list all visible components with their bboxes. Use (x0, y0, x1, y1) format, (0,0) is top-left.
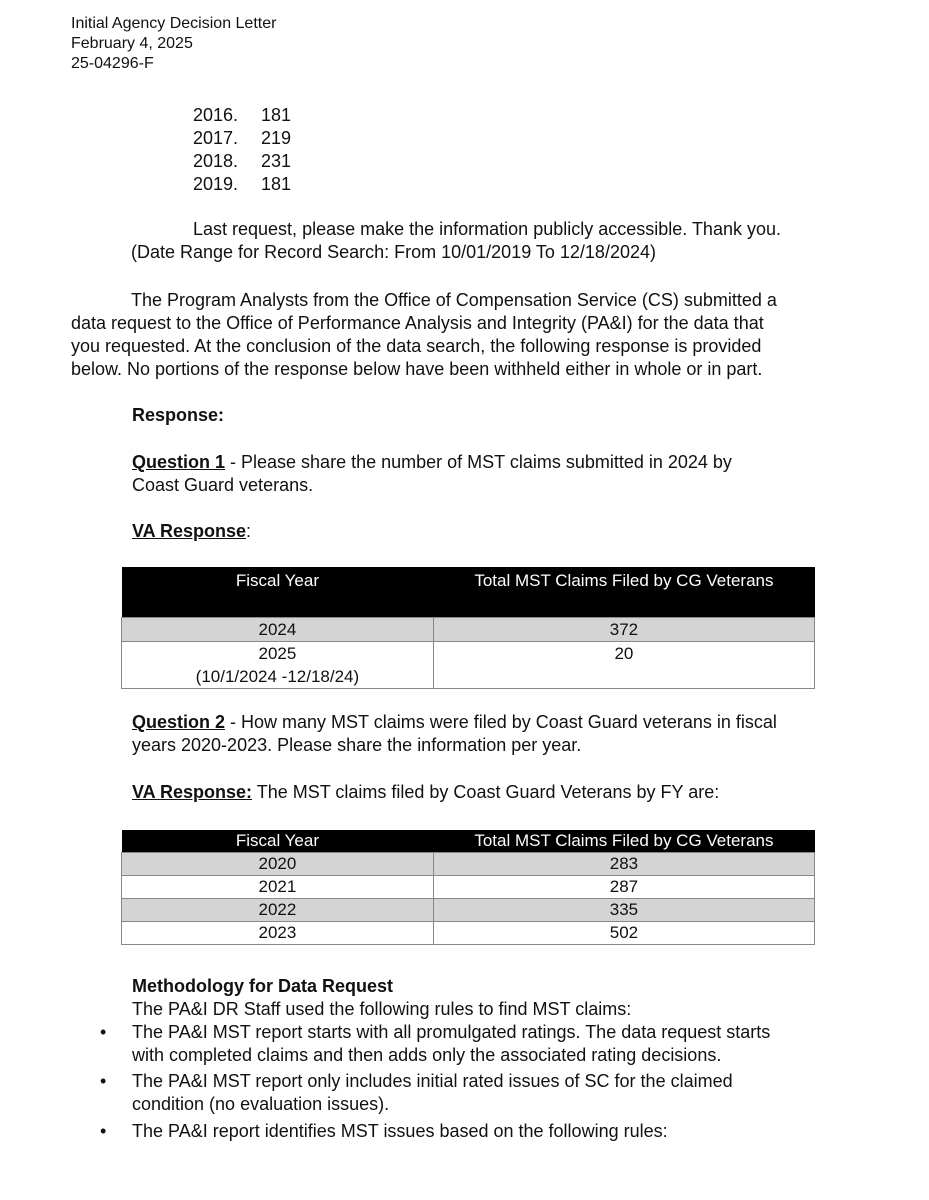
question-1: Question 1 - Please share the number of MST claims submitted in 2024 by Coast Guard veterans. (132, 452, 732, 495)
list-item: 2016. 181 (193, 105, 292, 125)
table-row: 2025 (10/1/2024 -12/18/24) 20 (122, 642, 815, 689)
letter-date: February 4, 2025 (71, 35, 193, 52)
document-page: Initial Agency Decision Letter February 4, 2025 25-04296-F 2016. 181 2017. 219 2018. 231 2019. 181 Last request, please make the information publicly accessible. Thank you. (Date Range for Record Search: From 10/01/2019 To 12/18/2024) The Program Analysts from the Office of Compensation Service (CS) submitted a data request to the Office of Performance Analysis and Integrity (PA&I) for the data that you requested. At the conclusion of the data search, the following response is provided below. No portions of the response below have been withheld either in whole or in part. Response: Question 1 - Please share the number of MST claims submitted in 2024 by Coast Guard veterans. VA Response: Fiscal Year Total MST Claims Filed by CG Veterans 2024 372 2025 (10/1/2024 -12/18/24) 20 Question 2 - How many MST claims were filed by Coast Guard veterans in fiscal years 2020-2023. Please share the information per year. VA Response: The MST claims filed by Coast Guard Veterans by FY are: Fiscal Year Total MST Claims Filed by CG Veterans 2020 283 2021 287 2022 335 2023 502 Methodology for Data Request The PA&I DR Staff used the following rules to find MST claims: • The PA&I MST report starts with all promulgated ratings. The data request starts with completed claims and then adds only the associated rating decisions. • The PA&I MST report only includes initial rated issues of SC for the claimed condition (no evaluation issues). • The PA&I report identifies MST issues based on the following rules: (0, 0, 929, 1200)
list-item: 2018. 231 (193, 151, 292, 171)
methodology-title: Methodology for Data Request (132, 976, 394, 996)
last-request-paragraph: Last request, please make the information publicly accessible. Thank you. (Date Range for Record Search: From 10/01/2019 To 12/18/2024) (131, 219, 781, 262)
question-2: Question 2 - How many MST claims were filed by Coast Guard veterans in fiscal years 2020-2023. Please share the information per year. (132, 712, 777, 755)
question-2-label: Question 2 (132, 712, 226, 732)
bullet-icon: • (100, 1121, 107, 1141)
bullet-icon: • (100, 1022, 107, 1042)
list-item: 2017. 219 (193, 128, 292, 148)
letter-title: Initial Agency Decision Letter (71, 15, 277, 32)
table-row: 2023 502 (122, 922, 815, 945)
table-2024-2025 (121, 567, 815, 689)
table-header-fiscal-year: Fiscal Year (122, 567, 434, 618)
bullet-icon: • (100, 1071, 107, 1091)
question-1-label: Question 1 (132, 452, 226, 472)
table-2020-2023 (121, 830, 815, 945)
va-response-1: VA Response: (132, 521, 252, 541)
table-header-fiscal-year: Fiscal Year (122, 830, 434, 853)
table-row: 2021 287 (122, 876, 815, 899)
table-row: 2020 283 (122, 853, 815, 876)
list-item: 2019. 181 (193, 174, 292, 194)
methodology-intro: The PA&I DR Staff used the following rules to find MST claims: (132, 999, 632, 1019)
intro-paragraph: The Program Analysts from the Office of Compensation Service (CS) submitted a data request to the Office of Performance Analysis and Integrity (PA&I) for the data that you requested. At the conclusion of the data search, the following response is provided below. No portions of the response below have been withheld either in whole or in part. (71, 290, 777, 379)
table-row: 2022 335 (122, 899, 815, 922)
table-row: 2024 372 (122, 618, 815, 642)
response-heading: Response: (132, 405, 225, 425)
letter-header (71, 14, 276, 74)
table-header-total-claims: Total MST Claims Filed by CG Veterans (433, 567, 814, 618)
methodology-section (132, 975, 872, 1021)
case-number: 25-04296-F (71, 55, 154, 72)
table-header-total-claims: Total MST Claims Filed by CG Veterans (433, 830, 814, 853)
va-response-2: VA Response: The MST claims filed by Coast Guard Veterans by FY are: (132, 782, 720, 802)
prior-year-list (193, 104, 291, 196)
